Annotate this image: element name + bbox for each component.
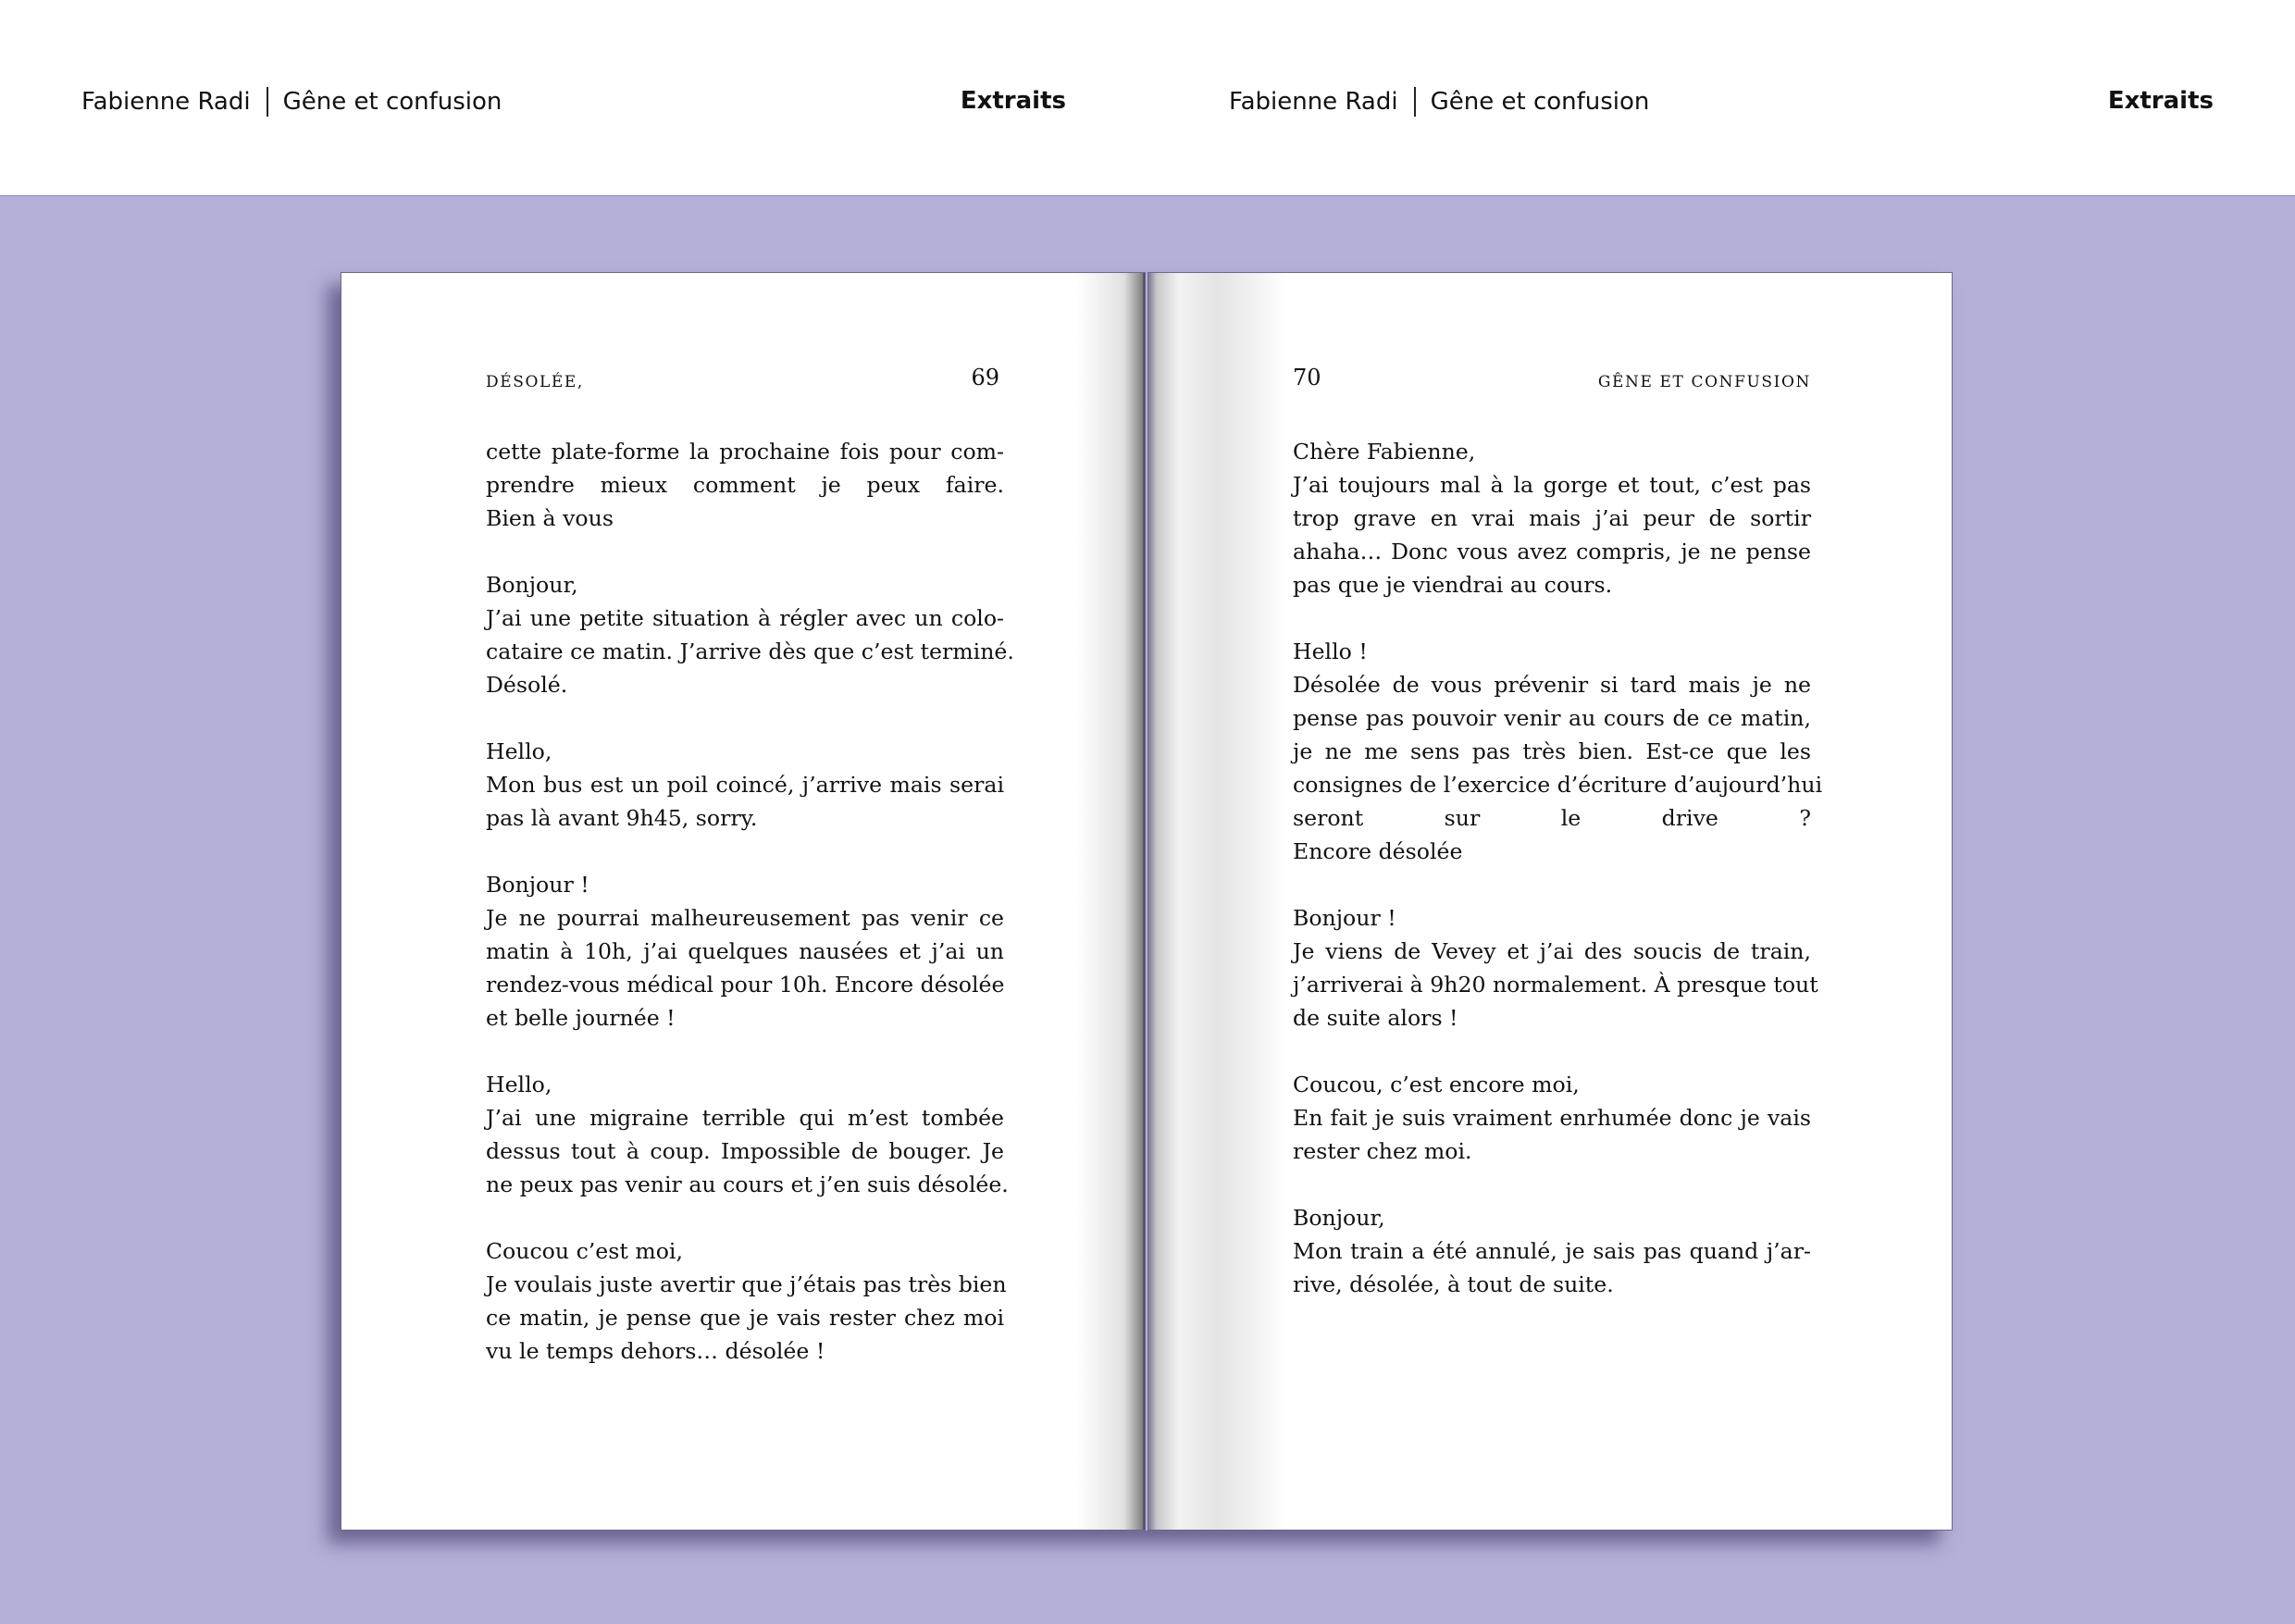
text-line: Hello, — [486, 1072, 552, 1097]
page-body — [486, 435, 1014, 1401]
text-line: rester chez moi. — [1293, 1138, 1472, 1164]
running-head: DÉSOLÉE, — [486, 373, 584, 391]
text-line: Je voulais juste avertir que j’étais pas très bien — [486, 1271, 1007, 1297]
paragraph — [486, 568, 1014, 701]
text-line: Bonjour ! — [486, 872, 589, 898]
text-line: Bonjour ! — [1293, 905, 1396, 931]
gutter-shadow — [1148, 273, 1287, 1530]
text-line: de suite alors ! — [1293, 1005, 1458, 1031]
text-line: cataire ce matin. J’arrive dès que c’est terminé. — [486, 638, 1014, 664]
text-line: Bien à vous — [486, 505, 614, 531]
text-line: Je ne pourrai malheureusement pas venir ce — [486, 905, 1004, 931]
gutter-shadow — [1075, 273, 1145, 1530]
text-line: Désolé. — [486, 672, 568, 698]
header-author: Fabienne Radi — [1229, 88, 1398, 116]
text-line: Bonjour, — [486, 572, 578, 598]
text-line: Coucou, c’est encore moi, — [1293, 1072, 1580, 1097]
paragraph — [1293, 1068, 1811, 1168]
paragraph — [486, 1068, 1009, 1201]
text-line: vu le temps dehors… désolée ! — [486, 1338, 825, 1364]
text-line: rive, désolée, à tout de suite. — [1293, 1271, 1614, 1297]
text-line: J’ai une petite situation à régler avec un colo- — [486, 605, 1004, 631]
text-line: Je viens de Vevey et j’ai des soucis de train, — [1293, 938, 1811, 964]
paragraph — [1293, 1201, 1811, 1301]
paragraph — [1293, 901, 1818, 1035]
paragraph — [1293, 435, 1811, 601]
text-line: Encore désolée — [1293, 838, 1463, 864]
text-line: Mon bus est un poil coincé, j’arrive mais serai — [486, 772, 1004, 798]
text-line: ahaha… Donc vous avez compris, je ne pense — [1293, 539, 1811, 564]
text-line: consignes de l’exercice d’écriture d’aujourd’hui — [1293, 772, 1823, 798]
text-line: prendre mieux comment je peux faire. — [486, 472, 1004, 498]
text-line: j’arriverai à 9h20 normalement. À presque tout — [1293, 972, 1818, 998]
header-section-label: Extraits — [2107, 87, 2214, 115]
open-book — [341, 272, 1953, 1531]
text-line: pas là avant 9h45, sorry. — [486, 805, 758, 831]
right-page — [1148, 272, 1953, 1531]
text-line: Hello, — [486, 738, 552, 764]
text-line: Désolée de vous prévenir si tard mais je ne — [1293, 672, 1811, 698]
header-title-left — [81, 87, 502, 117]
text-line: J’ai toujours mal à la gorge et tout, c’est pas — [1293, 472, 1811, 498]
header-left — [0, 0, 1148, 195]
page-number: 70 — [1293, 365, 1321, 391]
text-line: matin à 10h, j’ai quelques nausées et j’ai un — [486, 938, 1004, 964]
left-page — [341, 272, 1146, 1531]
header-divider — [1414, 87, 1416, 117]
text-line: dessus tout à coup. Impossible de bouger. Je — [486, 1138, 1004, 1164]
text-line: trop grave en vrai mais j’ai peur de sortir — [1293, 505, 1811, 531]
text-line: je ne me sens pas très bien. Est-ce que les — [1293, 738, 1811, 764]
header-title-right — [1229, 87, 1649, 117]
running-head: GÊNE ET CONFUSION — [1597, 373, 1811, 391]
header-right — [1148, 0, 2295, 195]
page-number: 69 — [971, 365, 999, 391]
text-line: ne peux pas venir au cours et j’en suis désolée. — [486, 1172, 1009, 1197]
paragraph — [486, 735, 1004, 835]
text-line: ce matin, je pense que je vais rester chez moi — [486, 1305, 1004, 1331]
header-book-title: Gêne et confusion — [1430, 88, 1650, 116]
paragraph — [1293, 635, 1823, 868]
text-line: pense pas pouvoir venir au cours de ce matin, — [1293, 705, 1811, 731]
text-line: pas que je viendrai au cours. — [1293, 572, 1613, 598]
text-line: Coucou c’est moi, — [486, 1238, 683, 1264]
text-line: Hello ! — [1293, 638, 1368, 664]
paragraph — [486, 868, 1004, 1035]
text-line: cette plate-forme la prochaine fois pour com- — [486, 439, 1004, 465]
text-line: J’ai une migraine terrible qui m’est tombée — [486, 1105, 1004, 1131]
text-line: seront sur le drive ? — [1293, 805, 1811, 831]
header-divider — [267, 87, 268, 117]
text-line: Bonjour, — [1293, 1205, 1385, 1231]
header-book-title: Gêne et confusion — [282, 88, 502, 116]
text-line: En fait je suis vraiment enrhumée donc je vais — [1293, 1105, 1811, 1131]
paragraph — [486, 1234, 1007, 1368]
spread-backdrop — [0, 195, 2295, 1624]
text-line: Mon train a été annulé, je sais pas quand j’ar- — [1293, 1238, 1811, 1264]
text-line: et belle journée ! — [486, 1005, 676, 1031]
text-line: rendez-vous médical pour 10h. Encore désolée — [486, 972, 1005, 998]
page-body — [1293, 435, 1823, 1334]
paragraph — [486, 435, 1004, 535]
header-section-label: Extraits — [960, 87, 1066, 115]
header-author: Fabienne Radi — [81, 88, 251, 116]
text-line: Chère Fabienne, — [1293, 439, 1476, 465]
